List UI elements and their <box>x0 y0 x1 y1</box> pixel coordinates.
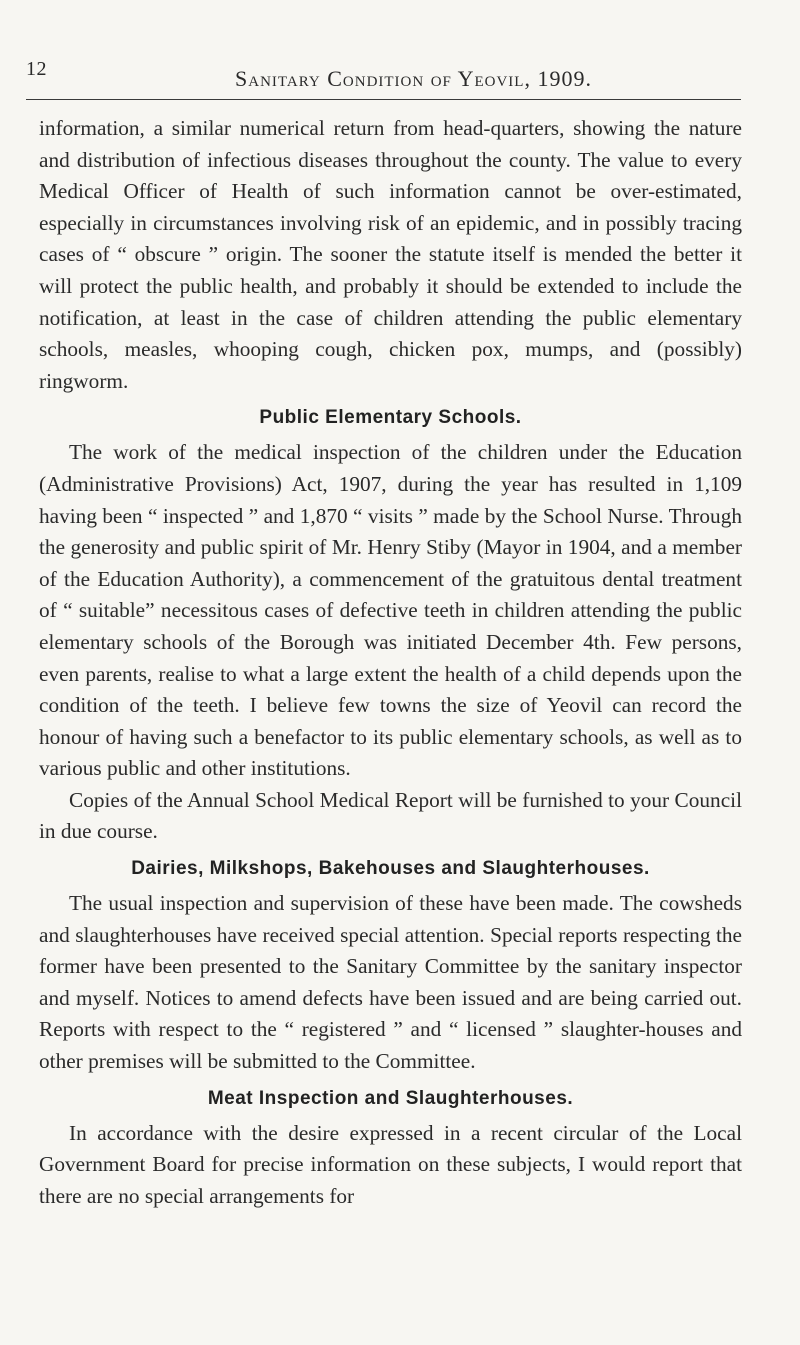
schools-paragraph-1: The work of the medical inspection of the children under the Education (Administrative Provisions) Act, 1907, during the year has resulted in 1,109 having been “ inspected ” and 1,870 “ visits ” made by the School Nurse. Through the generosity and public spirit of Mr. Henry Stiby (Mayor in 1904, and a member of the Education Authority), a commencement of the gratuitous dental treatment of “ suitable” necessitous cases of defective teeth in children attending the public elementary schools of the Borough was initiated December 4th. Few persons, even parents, realise to what a large extent the health of a child depends upon the condition of the teeth. I believe few towns the size of Yeovil can record the honour of having such a benefactor to its public elementary schools, as well as to various public and other institutions. <box>39 440 742 781</box>
schools-paragraph-2: Copies of the Annual School Medical Report will be furnished to your Council in due course. <box>39 787 742 844</box>
running-title: Sanitary Condition of Yeovil, 1909. <box>235 66 592 91</box>
meat-paragraph: In accordance with the desire expressed in a recent circular of the Local Government Board for precise information on these subjects, I would report that there are no special arrangements for <box>39 1120 742 1208</box>
page-header <box>26 58 741 98</box>
page-number: 12 <box>26 58 47 80</box>
dairies-heading: Dairies, Milkshops, Bakehouses and Slaughterhouses. <box>131 858 650 880</box>
header-rule <box>26 99 741 100</box>
meat-heading: Meat Inspection and Slaughterhouses. <box>207 1087 574 1109</box>
intro-paragraph: information, a similar numerical return from head-quarters, showing the nature and distribution of infectious diseases throughout the county. The value to every Medical Officer of Health of such information cannot be over-estimated, especially in circumstances involving risk of an epidemic, and in possibly tracing cases of “ obscure ” origin. The sooner the statute itself is mended the better it will protect the public health, and probably it should be extended to include the notification, at least in the case of children attending the public elementary schools, measles, whooping cough, chicken pox, mumps, and (possibly) ringworm. <box>39 116 742 393</box>
dairies-paragraph: The usual inspection and supervision of these have been made. The cowsheds and slaughterhouses have received special attention. Special reports respecting the former have been presented to the Sanitary Committee by the sanitary inspector and myself. Notices to amend defects have been issued and are being carried out. Reports with respect to the “ registered ” and “ licensed ” slaughter-houses and other premises will be submitted to the Committee. <box>39 891 742 1074</box>
schools-heading: Public Elementary Schools. <box>259 407 522 429</box>
body-text <box>39 113 742 1212</box>
